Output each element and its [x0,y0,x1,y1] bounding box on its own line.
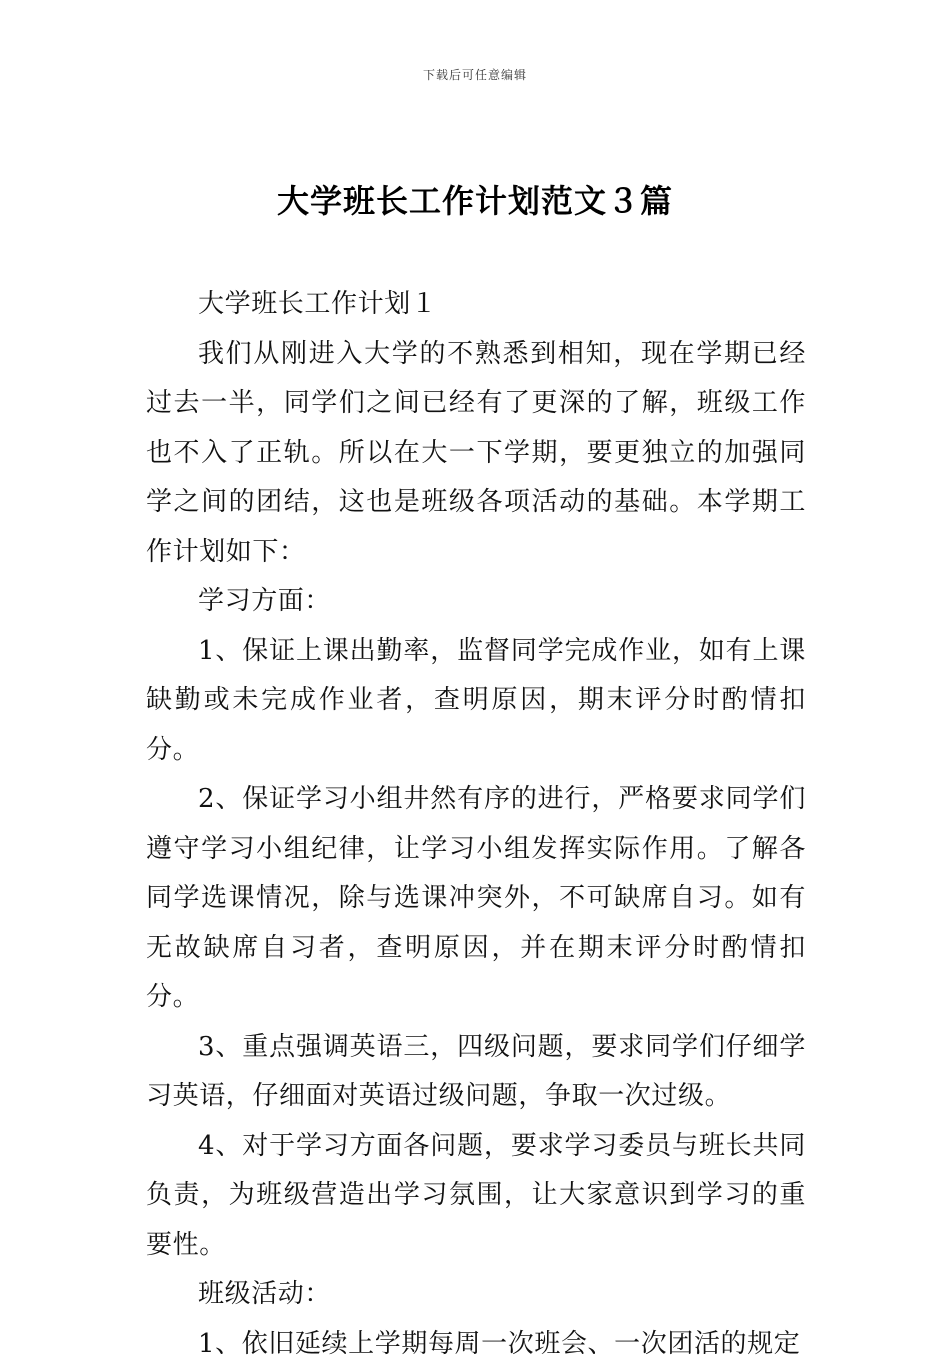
study-item-1: 1、保证上课出勤率，监督同学完成作业，如有上课缺勤或未完成作业者，查明原因，期末评分时酌情扣分。 [146,627,806,776]
study-item-4: 4、对于学习方面各问题，要求学习委员与班长共同负责，为班级营造出学习氛围，让大家意识到学习的重要性。 [146,1122,806,1271]
intro-paragraph: 我们从刚进入大学的不熟悉到相知，现在学期已经过去一半，同学们之间已经有了更深的了解，班级工作也不入了正轨。所以在大一下学期，要更独立的加强同学之间的团结，这也是班级各项活动的基础。本学期工作计划如下： [146,330,806,578]
study-heading: 学习方面： [146,577,806,627]
study-item-2: 2、保证学习小组井然有序的进行，严格要求同学们遵守学习小组纪律，让学习小组发挥实际作用。了解各同学选课情况，除与选课冲突外，不可缺席自习。如有无故缺席自习者，查明原因，并在期末评分时酌情扣分。 [146,775,806,1023]
document-body [146,280,806,1369]
activity-item-1: 1、依旧延续上学期每周一次班会、一次团活的规定 [146,1320,806,1369]
activity-heading: 班级活动： [146,1270,806,1320]
document-title: 大学班长工作计划范文３篇 [0,176,950,222]
header-note: 下载后可任意编辑 [0,66,950,83]
study-item-3: 3、重点强调英语三，四级问题，要求同学们仔细学习英语，仔细面对英语过级问题，争取一次过级。 [146,1023,806,1122]
section-heading: 大学班长工作计划１ [146,280,806,330]
